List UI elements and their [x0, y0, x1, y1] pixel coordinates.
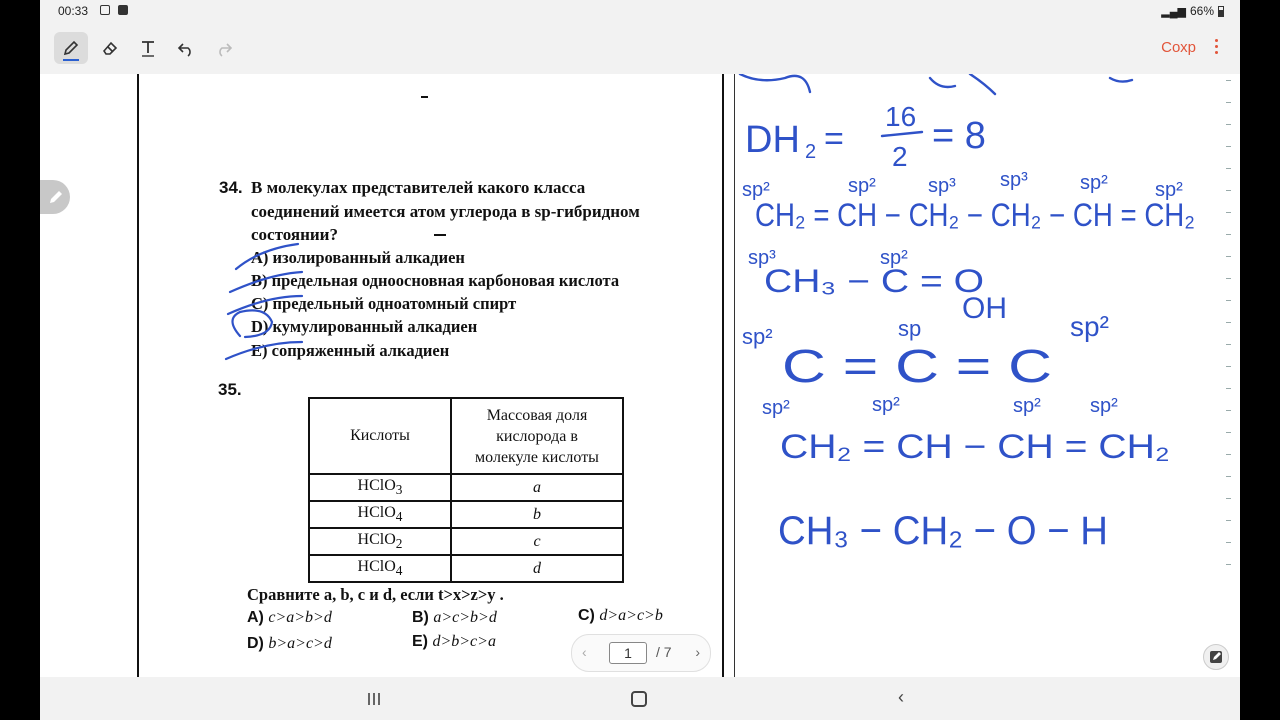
- next-page-icon[interactable]: ›: [695, 644, 700, 660]
- hw-sp3: sp³: [928, 175, 956, 197]
- table-header-acids: Кислоты: [309, 398, 451, 474]
- undo-icon: [177, 39, 195, 57]
- q35-answer-e: E) d>b>c>a: [412, 633, 496, 650]
- question-34-number: 34.: [219, 178, 243, 197]
- battery-percent: 66%: [1189, 4, 1214, 18]
- text-icon: [139, 39, 157, 57]
- hw-line5: CH₃ − CH₂ − O − H: [778, 509, 1108, 553]
- edit-document-button[interactable]: [1203, 644, 1229, 670]
- hw-result: = 8: [932, 115, 986, 157]
- hw-sp2: sp²: [762, 397, 790, 419]
- q35-answer-b: B) a>c>b>d: [412, 609, 497, 626]
- page-total: / 7: [656, 644, 672, 660]
- recent-apps-icon[interactable]: [367, 692, 381, 706]
- page-number-input[interactable]: 1: [609, 642, 647, 664]
- q35-answer-a: A) c>a>b>d: [247, 609, 332, 626]
- compare-text: Сравните a, b, c и d, если t>x>z>y .: [247, 585, 504, 604]
- pen-color-indicator: [63, 59, 79, 61]
- pen-tool-button[interactable]: [54, 32, 88, 64]
- acid-cell: HClO$_4$: [309, 501, 451, 528]
- hw-sp3: sp³: [748, 247, 776, 269]
- hw-line4: CH₂ = CH − CH = CH₂: [780, 428, 1170, 466]
- redo-button[interactable]: [210, 34, 238, 62]
- acid-cell: HClO$_2$: [309, 528, 451, 555]
- hw-frac-den: 2: [892, 141, 908, 172]
- back-icon[interactable]: ‹: [898, 687, 904, 707]
- header-line: кислорода в: [496, 427, 578, 445]
- screenshot-icon: [100, 5, 110, 15]
- q35-answer-c: C) d>a>c>b: [578, 607, 663, 624]
- q34-option-c: С) предельный одноатомный спирт: [251, 294, 517, 313]
- pen-icon: [62, 39, 80, 57]
- q35-answer-d: D) b>a>c>d: [247, 635, 332, 652]
- notification-icon: [118, 5, 128, 15]
- status-bar: [40, 0, 1240, 22]
- hw-sp: sp: [898, 316, 922, 341]
- hw-sp2: sp²: [872, 394, 900, 416]
- page-navigator: [571, 634, 711, 672]
- redo-icon: [215, 39, 233, 57]
- prev-page-icon[interactable]: ‹: [582, 644, 587, 660]
- q34-option-d: D) кумулированный алкадиен: [251, 317, 478, 336]
- hw-eq: =: [824, 120, 844, 158]
- signal-icon: ▂▄▆: [1161, 5, 1186, 18]
- q34-option-b: В) предельная одноосновная карбоновая кислота: [251, 271, 620, 290]
- eraser-tool-button[interactable]: [96, 34, 124, 62]
- q34-option-e: Е) сопряженный алкадиен: [251, 341, 450, 360]
- question-34-line2: соединений имеется атом углерода в sp-гибридном: [251, 202, 640, 221]
- q34-option-a: А) изолированный алкадиен: [251, 248, 465, 267]
- hw-sp2: sp²: [880, 247, 908, 269]
- edit-icon: [1204, 645, 1228, 669]
- hw-line3: C = C = C: [782, 340, 1052, 392]
- status-right: [1161, 4, 1224, 18]
- hw-sp2: sp²: [742, 179, 770, 201]
- hw-sp2: sp²: [1080, 172, 1108, 194]
- undo-button[interactable]: [172, 34, 200, 62]
- value-cell: b: [451, 501, 623, 528]
- hw-sp2: sp²: [1155, 179, 1183, 201]
- handwritten-notes: [40, 74, 1240, 677]
- scroll-indicator[interactable]: [1226, 80, 1232, 620]
- header-line: Массовая доля: [486, 406, 588, 424]
- eraser-icon: [101, 39, 119, 57]
- hw-sp2: sp²: [742, 324, 773, 349]
- tablet-screen: [40, 0, 1240, 720]
- value-cell: a: [451, 474, 623, 501]
- value-cell: d: [451, 555, 623, 582]
- hw-line2-oh: OH: [962, 292, 1007, 325]
- hw-sp2: sp²: [848, 175, 876, 197]
- document-canvas[interactable]: [40, 74, 1240, 677]
- hw-line1: CH₂ = CH − CH₂ − CH₂ − CH = CH₂: [755, 197, 1195, 233]
- battery-icon: [1218, 6, 1224, 17]
- system-navigation-bar: [40, 677, 1240, 720]
- hw-sp2: sp²: [1090, 395, 1118, 417]
- more-options-icon[interactable]: [1210, 36, 1222, 58]
- home-icon[interactable]: [631, 691, 647, 707]
- header-line: молекуле кислоты: [475, 448, 599, 466]
- hw-sp2: sp²: [1013, 395, 1041, 417]
- question-34-line1: В молекулах представителей какого класса: [251, 178, 586, 197]
- acid-cell: HClO$_3$: [309, 474, 451, 501]
- hw-sp3: sp³: [1000, 169, 1028, 191]
- annotation-toolbar: [40, 22, 1240, 74]
- hw-frac-num: 16: [885, 101, 917, 132]
- acid-cell: HClO$_4$: [309, 555, 451, 582]
- save-button[interactable]: Сохр: [1161, 39, 1196, 56]
- hw-line2: CH₃ − C = O: [764, 263, 984, 299]
- hw-subscript: 2: [805, 141, 817, 163]
- status-time: 00:33: [58, 4, 89, 18]
- text-tool-button[interactable]: [134, 34, 162, 62]
- value-cell: c: [451, 528, 623, 555]
- question-35-number: 35.: [218, 380, 242, 399]
- question-34-line3: состоянии?: [251, 225, 338, 244]
- hw-dh2: DH: [745, 119, 800, 161]
- hw-sp2: sp²: [1070, 311, 1109, 342]
